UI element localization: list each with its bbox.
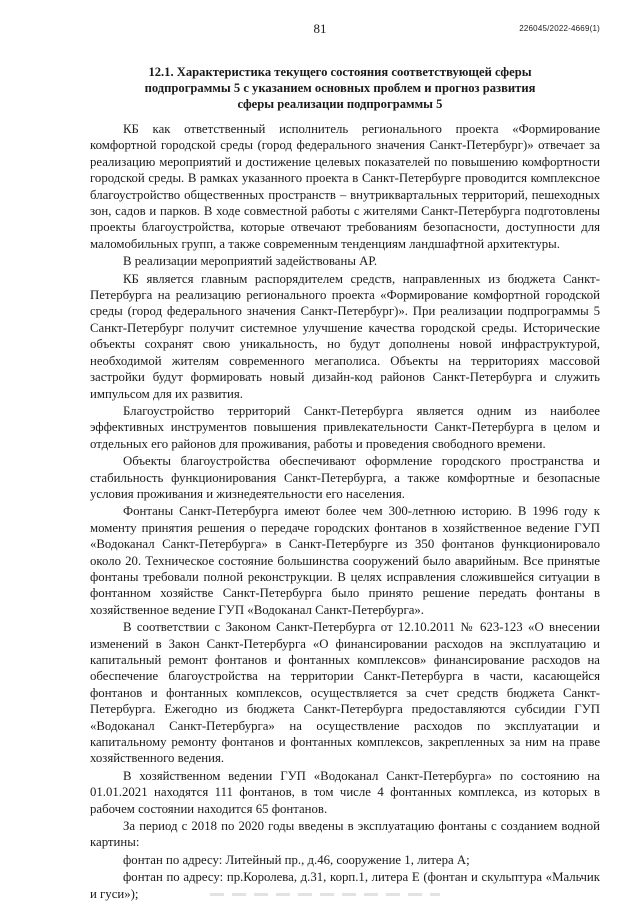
section-heading: 12.1. Характеристика текущего состояния соответствующей сферы подпрограммы 5 с указанием основных проблем и прогноз развития сферы реализации подпрограммы 5 [144,65,536,111]
paragraph: Объекты благоустройства обеспечивают оформление городского пространства и стабильность функционирования Санкт-Петербурга, а также комфортные и безопасные условия проживания и жизнедеятельности его населения. [90,454,600,501]
document-id: 226045/2022-4669(1) [519,24,600,33]
paragraph: Фонтаны Санкт-Петербурга имеют более чем 300-летнюю историю. В 1996 году к моменту принятия решения о передаче городских фонтанов в хозяйственное ведение ГУП «Водоканал Санкт-Петербурга» в Санкт-Петербурге из 350 фонтанов функционировало около 20. Техническое состояние большинства сооружений было аварийным. Все принятые фонтаны требовали полной реконструкции. В целях исправления сложившейся ситуации в фонтанном хозяйстве Санкт-Петербурга было принято решение передать фонтаны в хозяйственное ведение ГУП «Водоканал Санкт-Петербурга». [90,504,600,617]
scan-artifact [210,893,440,896]
paragraph: Благоустройство территорий Санкт-Петербурга является одним из наиболее эффективных инструментов повышения привлекательности Санкт-Петербурга в целом и отдельных его районов для проживания, работы и проведения свободного времени. [90,403,600,451]
paragraph: В хозяйственном ведении ГУП «Водоканал Санкт-Петербурга» по состоянию на 01.01.2021 находятся 111 фонтанов, в том числе 4 фонтанных комплекса, из которых в рабочем состоянии находится 65 фонтанов. [90,768,600,816]
document-body [90,121,600,902]
page-number: 81 [313,21,327,36]
paragraph: фонтан по адресу: Литейный пр., д.46, сооружение 1, литера А; [123,852,470,867]
paragraph: За период с 2018 по 2020 годы введены в эксплуатацию фонтаны с созданием водной картины: [90,819,600,850]
paragraph: В соответствии с Законом Санкт-Петербурга от 12.10.2011 № 623-123 «О внесении изменений в Закон Санкт-Петербурга «О финансировании расходов на эксплуатацию и капитальный ремонт фонтанов и фонтанных комплексов» финансирование расходов на обеспечение благоустройства на территории Санкт-Петербурга в части, касающейся фонтанов и фонтанных комплексов, осуществляется за счет средств бюджета Санкт-Петербурга. Ежегодно из бюджета Санкт-Петербурга предоставляются субсидии ГУП «Водоканал Санкт-Петербурга» на осуществление расходов по эксплуатации и капитальному ремонту фонтанов и фонтанных комплексов, закрепленных за ним на праве хозяйственного ведения. [90,620,600,766]
paragraph: фонтан по адресу: пр.Королева, д.31, корп.1, литера Е (фонтан и скульптура «Мальчик и гуси»); [90,870,600,901]
paragraph: КБ является главным распорядителем средств, направленных из бюджета Санкт-Петербурга на реализацию регионального проекта «Формирование комфортной городской среды (город федерального значения Санкт-Петербург)». При реализации подпрограммы 5 Санкт-Петербург получит системное улучшение качества городской среды. Исторические объекты сохранят свою уникальность, но будут дополнены новой инфраструктурой, необходимой жителям современного мегаполиса. Объекты на территориях массовой застройки будут формировать новый дизайн-код районов Санкт-Петербурга и служить импульсом для их развития. [90,271,600,401]
paragraph: В реализации мероприятий задействованы АР. [123,254,378,269]
paragraph: КБ как ответственный исполнитель регионального проекта «Формирование комфортной городской среды (город федерального значения Санкт-Петербург)» отвечает за реализацию мероприятий и достижение целевых показателей по повышению комфортности городской среды. В рамках указанного проекта в Санкт-Петербурге проводится комплексное благоустройство общественных пространств – внутриквартальных территорий, пешеходных зон, садов и парков. В ходе совместной работы с жителями Санкт-Петербурга подготовлены проекты благоустройства, которые отвечают требованиям безопасности, доступности для маломобильных групп, а также современным тенденциям ландшафтной архитектуры. [90,122,600,251]
